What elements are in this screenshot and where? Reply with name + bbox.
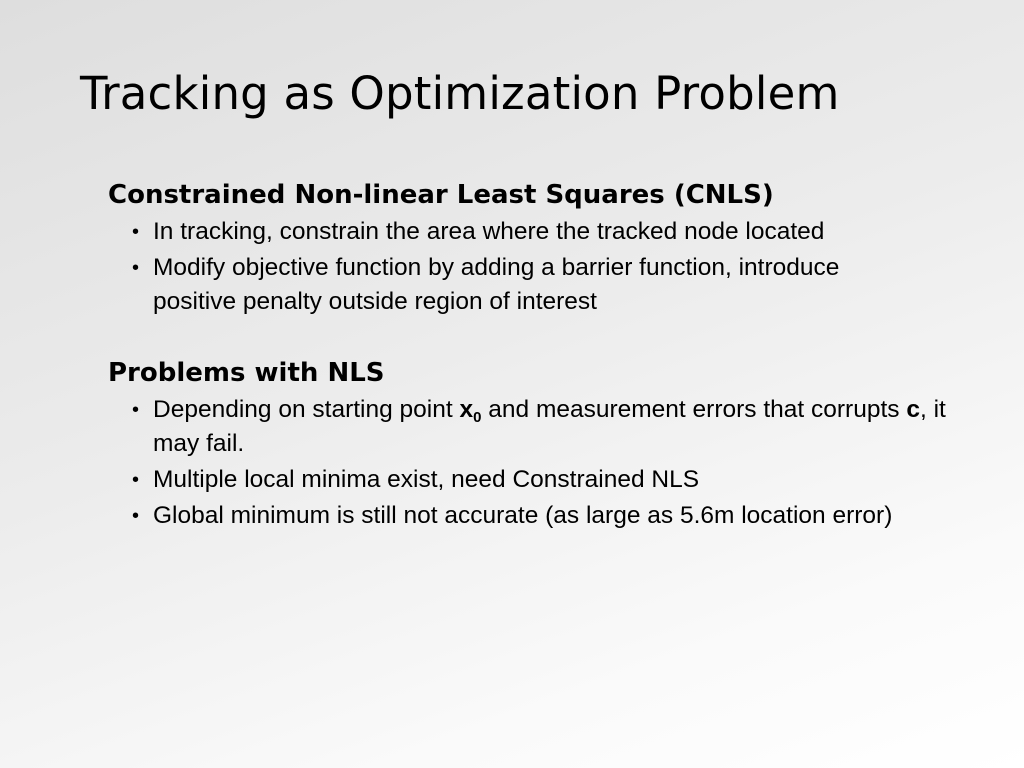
- bullet-text: In tracking, constrain the area where the tracked node located: [153, 218, 825, 245]
- bullet-text-part: Depending on starting point: [153, 396, 460, 423]
- variable-c: c: [906, 396, 920, 423]
- variable-x-subscript: 0: [473, 409, 482, 426]
- bullet-list-cnls: [132, 215, 1002, 321]
- bullet-dot: •: [132, 221, 140, 243]
- bullet-text: [153, 393, 953, 461]
- slide-title: Tracking as Optimization Problem: [80, 67, 840, 120]
- section-heading-cnls: Constrained Non-linear Least Squares (CNLS): [108, 180, 774, 210]
- bullet-text: Global minimum is still not accurate (as large as 5.6m location error): [153, 502, 893, 529]
- variable-x-letter: x: [459, 396, 474, 423]
- bullet-dot: •: [132, 399, 140, 421]
- bullet-item: [132, 215, 1002, 249]
- bullet-dot: •: [132, 469, 140, 491]
- variable-x: [459, 396, 482, 426]
- bullet-dot: •: [132, 505, 140, 527]
- bullet-list-nls-problems: [132, 393, 1002, 535]
- bullet-text-part: , it may fail.: [153, 396, 946, 457]
- bullet-item: [132, 393, 1002, 461]
- bullet-text-part: and measurement errors that corrupts: [481, 396, 907, 423]
- bullet-item: [132, 463, 1002, 497]
- bullet-dot: •: [132, 257, 140, 279]
- bullet-text: Multiple local minima exist, need Constrained NLS: [153, 466, 700, 493]
- bullet-text: Modify objective function by adding a barrier function, introduce positive penalty outside region of interest: [153, 254, 840, 315]
- bullet-item: [132, 251, 1002, 319]
- bullet-item: [132, 499, 1002, 533]
- section-heading-nls-problems: Problems with NLS: [108, 358, 385, 388]
